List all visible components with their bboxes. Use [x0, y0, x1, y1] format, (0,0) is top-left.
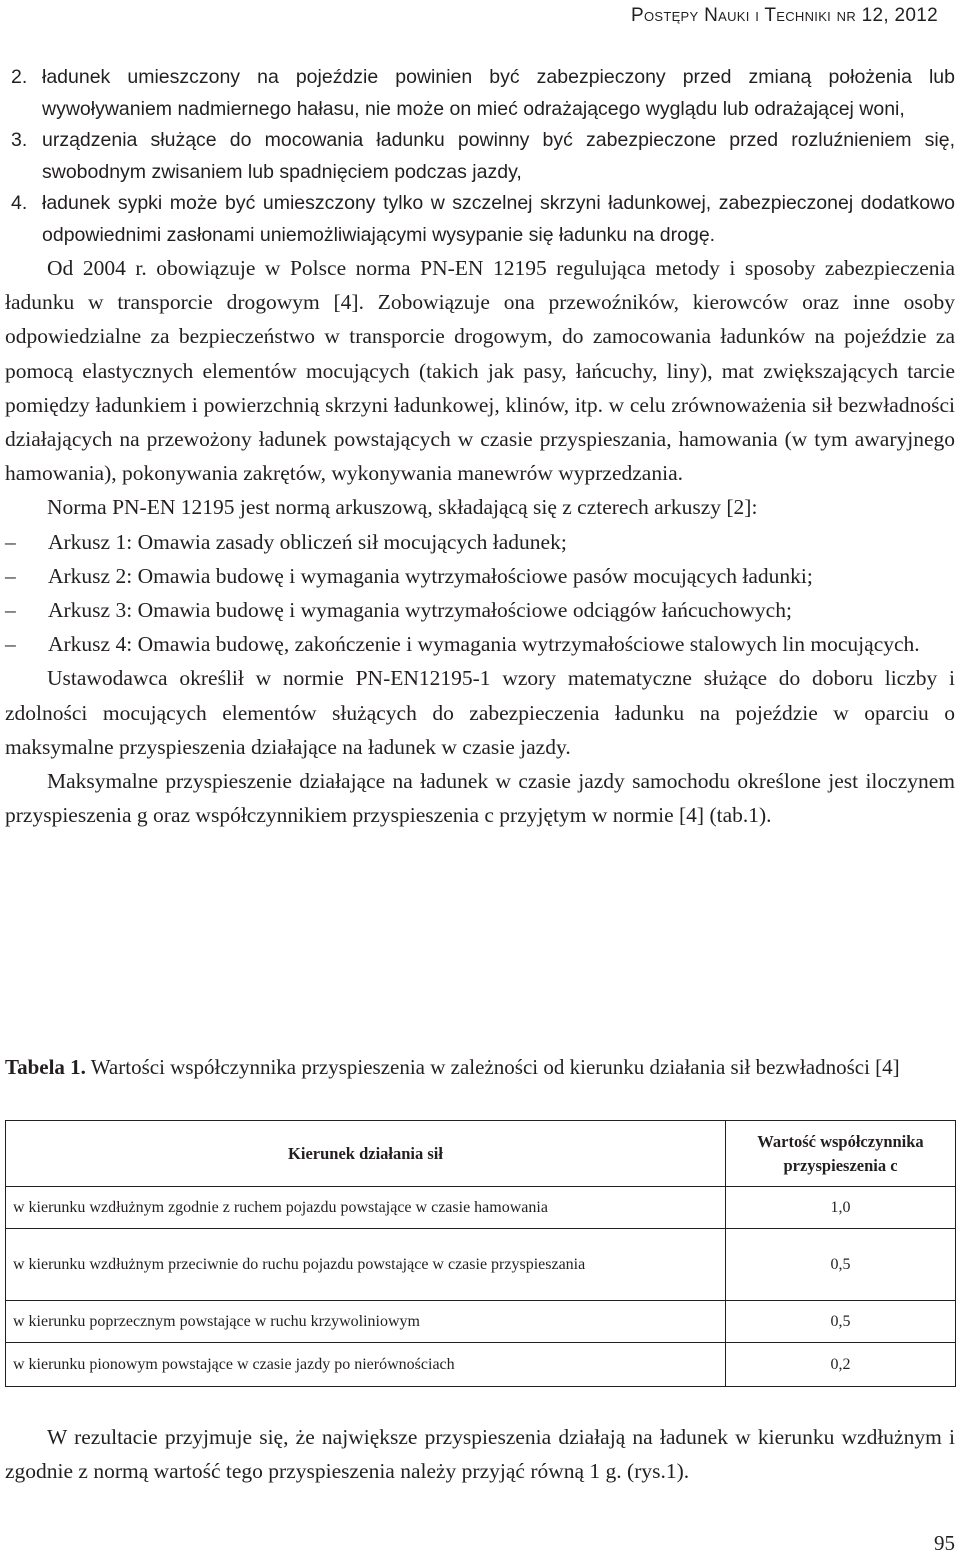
paragraph-max-acceleration: Maksymalne przyspieszenie działające na ładunek w czasie jazdy samochodu określone jest iloczynem przyspieszenia g oraz współczynnikiem przyspieszenia c przyjętym w normie [4] (tab.1).	[5, 769, 955, 828]
table-row	[6, 1229, 956, 1301]
dash-list-item	[5, 593, 955, 627]
table-cell-direction: w kierunku pionowym powstające w czasie jazdy po nierównościach	[6, 1343, 726, 1387]
dash-bullet: –	[5, 632, 16, 657]
dash-list-text: Arkusz 2: Omawia budowę i wymagania wytrzymałościowe pasów mocujących ładunki;	[48, 563, 813, 588]
dash-list-text: Arkusz 1: Omawia zasady obliczeń sił mocujących ładunek;	[48, 529, 567, 554]
paragraph-norm-intro: Od 2004 r. obowiązuje w Polsce norma PN-EN 12195 regulująca metody i sposoby zabezpieczenia ładunku w transporcie drogowym [4]. Zobowiązuje ona przewoźników, kierowców oraz inne osoby odpowiedzialne za bezpieczeństwo w transporcie drogowym, do zamocowania ładunków na pojeździe za pomocą elastycznych elementów mocujących (takich jak pasy, łańcuchy, liny), mat zwiększających tarcie pomiędzy ładunkiem i powierzchnią skrzyni ładunkowej, klinów, itp. w celu zrównoważenia sił bezwładności działających na przewożony ładunek powstających w czasie przyspieszania, hamowania (w tym awaryjnego hamowania), pokonywania zakrętów, wykonywania manewrów wyprzedzania.	[5, 256, 955, 486]
table-header-row	[6, 1121, 956, 1187]
paragraph-norm-sheets: Norma PN-EN 12195 jest normą arkuszową, składającą się z czterech arkuszy [2]:	[47, 495, 758, 520]
paragraph-conclusion: W rezultacie przyjmuje się, że największe przyspieszenia działają na ładunek w kierunku wzdłużnym i zgodnie z normą wartość tego przyspieszenia należy przyjąć równą 1 g. (rys.1).	[5, 1425, 955, 1484]
table-row	[6, 1187, 956, 1229]
list-text: urządzenia służące do mocowania ładunku powinny być zabezpieczone przed rozluźnieniem się, swobodnym zwisaniem lub spadnięciem podczas jazdy,	[42, 129, 955, 183]
list-item	[5, 188, 955, 251]
table-caption-label: Tabela 1.	[5, 1055, 86, 1079]
table-cell-value: 0,5	[726, 1301, 956, 1343]
dash-list-item	[5, 525, 955, 559]
list-text: ładunek umieszczony na pojeździe powinien być zabezpieczony przed zmianą położenia lub wywoływaniem nadmiernego hałasu, nie może on mieć odrażającego wyglądu lub odrażającej woni,	[42, 66, 955, 120]
list-number: 4.	[11, 192, 28, 214]
dash-bullet: –	[5, 563, 16, 588]
dash-list-item	[5, 559, 955, 593]
table-cell-value: 0,2	[726, 1343, 956, 1387]
conclusion-block	[5, 1420, 955, 1488]
list-item	[5, 125, 955, 188]
dash-list-text: Arkusz 4: Omawia budowę, zakończenie i wymagania wytrzymałościowe stalowych lin mocujących.	[48, 632, 920, 657]
table-caption-text: Wartości współczynnika przyspieszenia w zależności od kierunku działania sił bezwładności [4]	[90, 1055, 900, 1079]
table-caption	[5, 1052, 955, 1082]
dash-list-item	[5, 627, 955, 661]
table-cell-direction: w kierunku wzdłużnym przeciwnie do ruchu pojazdu powstające w czasie przyspieszania	[6, 1229, 726, 1301]
table-header-value: Wartość współczynnika przyspieszenia c	[726, 1121, 956, 1187]
page-number: 95	[934, 1531, 955, 1555]
table-cell-value: 0,5	[726, 1229, 956, 1301]
paragraph-legislator: Ustawodawca określił w normie PN-EN12195-1 wzory matematyczne służące do doboru liczby i zdolności mocujących elementów służących do zabezpieczenia ładunku na pojeździe w oparciu o maksymalne przyspieszenia działające na ładunek w czasie jazdy.	[5, 666, 955, 759]
running-header: Postępy Nauki i Techniki nr 12, 2012	[630, 5, 938, 26]
table-header-direction: Kierunek działania sił	[6, 1121, 726, 1187]
table-row	[6, 1343, 956, 1387]
article-body	[5, 62, 955, 832]
acceleration-coefficient-table	[5, 1120, 956, 1387]
table-cell-value: 1,0	[726, 1187, 956, 1229]
table-cell-direction: w kierunku poprzecznym powstające w ruchu krzywoliniowym	[6, 1301, 726, 1343]
list-number: 2.	[11, 66, 28, 88]
table-row	[6, 1301, 956, 1343]
dash-list-text: Arkusz 3: Omawia budowę i wymagania wytrzymałościowe odciągów łańcuchowych;	[48, 598, 792, 623]
list-text: ładunek sypki może być umieszczony tylko w szczelnej skrzyni ładunkowej, zabezpieczonej dodatkowo odpowiednimi zasłonami uniemożliwiającymi wysypanie się ładunku na drogę.	[42, 192, 955, 246]
dash-bullet: –	[5, 529, 16, 554]
list-number: 3.	[11, 129, 28, 151]
table-cell-direction: w kierunku wzdłużnym zgodnie z ruchem pojazdu powstające w czasie hamowania	[6, 1187, 726, 1229]
list-item	[5, 62, 955, 125]
dash-bullet: –	[5, 598, 16, 623]
